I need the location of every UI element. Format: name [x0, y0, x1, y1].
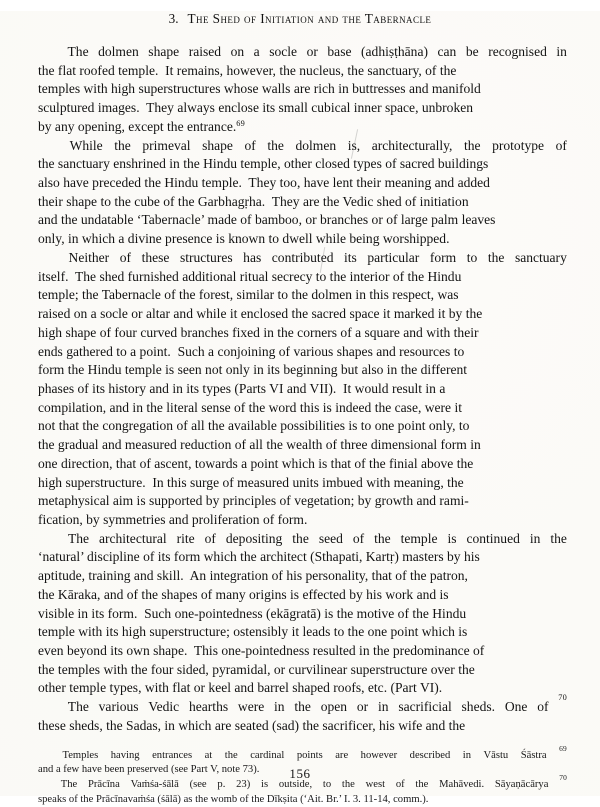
word: sanctuary: [514, 249, 567, 265]
paragraph-neither: [38, 249, 567, 530]
paragraph-primeval: [38, 137, 567, 249]
word: primeval: [142, 137, 191, 153]
word: the: [463, 137, 481, 153]
word: temple: [400, 530, 438, 546]
word: raised: [188, 44, 222, 59]
word: (adhiṣṭhāna): [361, 44, 428, 59]
word: has: [243, 249, 262, 265]
word: Vāstu: [483, 749, 509, 761]
word: Vaṁśa-śālā: [130, 779, 179, 791]
word: the: [292, 530, 309, 546]
word: the: [114, 137, 131, 153]
text-line: ends gathered to a point. Such a conjoining of various shapes and resources to: [38, 343, 465, 359]
footnote-line: speaks of the Prācīnavaṁśa (śālā) as the womb of the Dīkṣita (‘Ait. Br.’ I. 3. 11-14, comm.).: [38, 793, 429, 805]
text-line: their shape to the cube of the Garbhagṛha. They are the Vedic shed of initiation: [38, 193, 469, 209]
word: Temples: [62, 749, 99, 761]
word: sheds.: [461, 699, 496, 715]
word: depositing: [225, 530, 283, 546]
text-line: itself. The shed furnished additional ritual secrecy to the interior of the Hindu: [38, 268, 462, 284]
word: on: [230, 44, 245, 59]
word: shape: [148, 44, 180, 59]
document-page: [0, 11, 600, 805]
word: however: [360, 749, 398, 761]
word: The: [60, 779, 78, 791]
footnote-marker-70: 70: [559, 773, 567, 783]
word: of: [395, 779, 405, 791]
word: prototype: [492, 137, 545, 153]
word: continued: [466, 530, 520, 546]
footnote-marker-69: 69: [559, 743, 567, 753]
word: the: [415, 779, 429, 791]
text-line: compilation, and in the literal sense of the word this is indeed the case, were it: [38, 399, 462, 415]
word: its: [344, 249, 357, 265]
word: in: [377, 699, 389, 715]
word: One: [504, 699, 528, 715]
footnote-reference-70[interactable]: 70: [558, 693, 567, 703]
word: architecturally,: [371, 137, 453, 153]
text-line: form the Hindu temple is seen not only in its beginning but also in the different: [38, 362, 468, 378]
word: cardinal: [250, 749, 285, 761]
text-line: and the undatable ‘Tabernacle’ made of bamboo, or branches or of large palm leaves: [38, 212, 496, 228]
word: of: [204, 530, 216, 546]
word: is: [447, 530, 457, 546]
word: shape: [202, 137, 233, 153]
text-line: other temple types, with flat or keel and barrel shaped roofs, etc. (Part VI).: [38, 680, 443, 696]
word: to: [466, 249, 478, 265]
text-line: high superstructure. In this surge of measured units imbued with meaning, the: [38, 474, 464, 490]
word: Śāstra: [520, 749, 547, 761]
text-line: ‘natural’ discipline of its form which the architect (Sthapati, Kartṛ) masters by his: [38, 549, 480, 565]
text-line: by any opening, except the entrance.: [38, 118, 237, 134]
word: the: [224, 749, 238, 761]
word: is: [261, 779, 269, 791]
word: can: [437, 44, 457, 59]
word: base: [327, 44, 352, 59]
word: of: [352, 530, 365, 546]
word: Prācīna: [88, 779, 120, 791]
text-line: the gradual and measured reduction of all the wealth of three dimensional form in: [38, 437, 481, 453]
word: The: [67, 44, 89, 59]
word: Sāyaṇācārya: [494, 779, 549, 791]
body-text: [0, 43, 600, 736]
word: recognised: [488, 44, 547, 59]
text-line: the sanctuary enshrined in the Hindu temple, other closed types of sacred buildings: [38, 156, 489, 172]
word: structures: [179, 249, 233, 265]
word: While: [69, 137, 103, 153]
word: Vedic: [148, 699, 180, 715]
word: in: [529, 530, 541, 546]
text-line: raised on a socle or altar and while it enclosed the sacred space it marked it by the: [38, 306, 483, 322]
word: in: [556, 44, 567, 59]
text-line: temples with high superstructures whose walls are rich in buttresses and manifold: [38, 81, 481, 97]
word: in: [274, 699, 285, 715]
text-line: one direction, that of ascent, towards a point which is that of the finial above the: [38, 455, 474, 471]
word: are: [335, 749, 349, 761]
word: the: [374, 530, 391, 546]
word: the: [267, 137, 284, 153]
word: described: [409, 749, 451, 761]
word: is,: [347, 137, 361, 153]
text-line: phases of its history and in its types (Parts VI and VII). It would result in a: [38, 380, 446, 396]
word: having: [110, 749, 140, 761]
chapter-title: The Shed of Initiation and the Tabernacle: [187, 11, 432, 26]
word: at: [204, 749, 213, 761]
text-line: aptitude, training and skill. An integration of his personality, that of the patron,: [38, 568, 468, 584]
word: (see: [189, 779, 207, 791]
text-line: even beyond its own shape. This one-pointedness resulted in the predominance of: [38, 643, 485, 658]
word: The: [67, 699, 89, 715]
word: of: [537, 699, 549, 715]
word: of: [119, 249, 132, 265]
word: open: [320, 699, 348, 715]
text-line: the flat roofed temple. It remains, however, the nucleus, the sanctuary, of the: [38, 62, 457, 78]
footnote-line: and a few have been preserved (see Part V, note 73).: [38, 764, 260, 776]
word: p.: [217, 779, 226, 791]
word: 23): [236, 779, 251, 791]
word: contributed: [271, 249, 334, 265]
paragraph-architectural-rite: [38, 530, 567, 698]
text-line: temple with its high superstructure; ostensibly it leads to the one point which is: [38, 624, 468, 640]
word: of: [555, 137, 567, 153]
word: The: [67, 530, 90, 546]
word: rite: [176, 530, 195, 546]
footnote-reference-69[interactable]: 69: [236, 118, 245, 128]
paragraph-vedic-hearths: [38, 693, 567, 735]
text-line: these sheds, the Sadas, in which are seated (sad) the sacrificer, his wife and the: [38, 717, 466, 733]
text-line: also have preceded the Hindu temple. They too, have lent their meaning and added: [38, 175, 490, 191]
text-line: high shape of four curved branches fixed in the corners of a square and with their: [38, 324, 479, 340]
word: Neither: [68, 249, 110, 265]
word: outside,: [278, 779, 313, 791]
word: the: [487, 249, 505, 265]
text-line: the Kāraka, and of the shapes of many origins is effected by his work and is: [38, 586, 449, 602]
word: the: [341, 779, 355, 791]
word: be: [465, 44, 479, 59]
word: of: [244, 137, 256, 153]
footnote-separator: [0, 736, 600, 749]
word: various: [98, 699, 139, 715]
word: these: [141, 249, 170, 265]
word: socle: [269, 44, 298, 59]
word: particular: [367, 249, 420, 265]
word: Mahāvedi.: [439, 779, 485, 791]
word: the: [550, 530, 567, 546]
word: to: [322, 779, 332, 791]
paragraph-dolmen: [38, 43, 567, 137]
word: dolmen: [295, 137, 337, 153]
text-line: not that the congregation of all the available possibilities is to one point only, to: [38, 418, 470, 434]
text-line: only, in which a divine presence is known to dwell while being worshipped.: [38, 231, 450, 247]
word: seed: [318, 530, 343, 546]
word: in: [462, 749, 471, 761]
text-line: the temples with the four sided, pyramidal, or curvilinear superstructure over the: [38, 661, 475, 677]
text-line: sculptured images. They always enclose its small cubical inner space, unbroken: [38, 100, 474, 116]
word: or: [306, 44, 318, 59]
text-line: metaphysical aim is supported by principles of vegetation; by growth and rami-: [38, 493, 469, 509]
word: hearths: [189, 699, 229, 715]
chapter-heading: [0, 11, 600, 27]
word: or: [356, 699, 369, 715]
word: architectural: [98, 530, 167, 546]
page-number: 156: [289, 766, 311, 781]
word: points: [296, 749, 323, 761]
word: entrances: [152, 749, 193, 761]
text-line: visible in its form. Such one-pointedness (ekāgratā) is the motive of the Hindu: [38, 605, 467, 621]
word: were: [237, 699, 265, 715]
word: dolmen: [98, 44, 139, 59]
word: west: [365, 779, 386, 791]
word: a: [253, 44, 260, 59]
text-line: temple; the Tabernacle of the forest, similar to the dolmen in this respect, was: [38, 287, 459, 303]
text-line: fication, by symmetries and proliferation of form.: [38, 511, 308, 527]
word: sacrificial: [398, 699, 452, 715]
chapter-number: 3.: [168, 11, 179, 26]
word: form: [429, 249, 457, 265]
word: the: [294, 699, 311, 715]
